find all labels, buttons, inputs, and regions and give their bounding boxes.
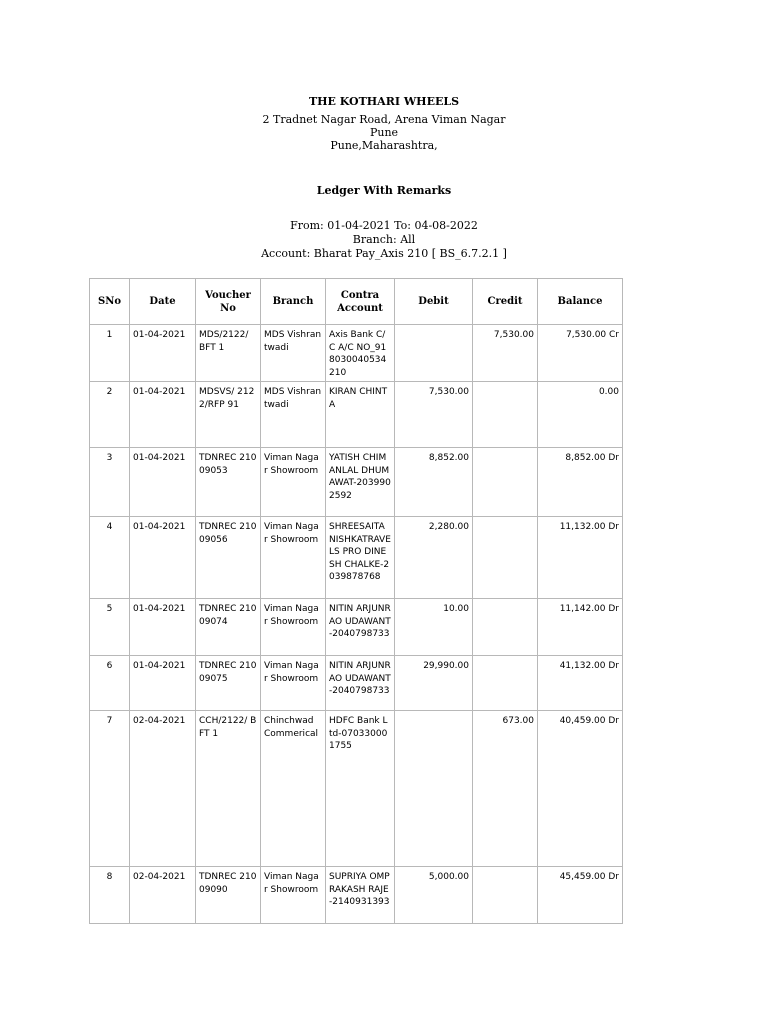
cell-branch: MDS Vishrantwadi <box>261 382 326 448</box>
cell-branch: MDS Vishrantwadi <box>261 325 326 382</box>
cell-debit <box>395 325 473 382</box>
cell-sno: 6 <box>90 656 130 711</box>
cell-debit <box>395 711 473 867</box>
report-account: Account: Bharat Pay_Axis 210 [ BS_6.7.2.1 ] <box>261 247 507 260</box>
cell-voucher-no: TDNREC 21009056 <box>196 517 261 599</box>
cell-date: 01-04-2021 <box>130 656 196 711</box>
cell-date: 02-04-2021 <box>130 867 196 924</box>
cell-credit <box>473 382 538 448</box>
cell-debit: 8,852.00 <box>395 448 473 517</box>
cell-balance: 8,852.00 Dr <box>538 448 623 517</box>
cell-sno: 5 <box>90 599 130 656</box>
cell-credit <box>473 448 538 517</box>
table-row <box>90 867 623 924</box>
cell-debit: 2,280.00 <box>395 517 473 599</box>
company-address <box>0 113 768 152</box>
cell-contra-account: SUPRIYA OMPRAKASH RAJE-2140931393 <box>326 867 395 924</box>
cell-date: 01-04-2021 <box>130 517 196 599</box>
cell-balance: 7,530.00 Cr <box>538 325 623 382</box>
cell-voucher-no: TDNREC 21009074 <box>196 599 261 656</box>
cell-credit <box>473 599 538 656</box>
column-header-sno: SNo <box>90 279 130 325</box>
cell-contra-account: NITIN ARJUNRAO UDAWANT-2040798733 <box>326 599 395 656</box>
ledger-table <box>89 278 623 924</box>
cell-branch: Viman Nagar Showroom <box>261 448 326 517</box>
cell-date: 01-04-2021 <box>130 599 196 656</box>
cell-credit <box>473 867 538 924</box>
cell-voucher-no: TDNREC 21009075 <box>196 656 261 711</box>
cell-sno: 4 <box>90 517 130 599</box>
cell-voucher-no: TDNREC 21009053 <box>196 448 261 517</box>
table-row <box>90 382 623 448</box>
report-title: Ledger With Remarks <box>316 184 452 197</box>
cell-debit: 29,990.00 <box>395 656 473 711</box>
column-header-contra-account: Contra Account <box>326 279 395 325</box>
cell-branch: Viman Nagar Showroom <box>261 517 326 599</box>
table-row <box>90 325 623 382</box>
cell-branch: Chinchwad Commerical <box>261 711 326 867</box>
cell-voucher-no: CCH/2122/ BFT 1 <box>196 711 261 867</box>
cell-date: 01-04-2021 <box>130 448 196 517</box>
table-row <box>90 711 623 867</box>
cell-branch: Viman Nagar Showroom <box>261 599 326 656</box>
column-header-credit: Credit <box>473 279 538 325</box>
cell-balance: 41,132.00 Dr <box>538 656 623 711</box>
column-header-branch: Branch <box>261 279 326 325</box>
column-header-voucher-no: Voucher No <box>196 279 261 325</box>
cell-contra-account: SHREESAITANISHKATRAVELS PRO DINESH CHALKE-2039878768 <box>326 517 395 599</box>
cell-balance: 0.00 <box>538 382 623 448</box>
cell-voucher-no: MDS/2122/ BFT 1 <box>196 325 261 382</box>
address-line: Pune <box>369 126 399 139</box>
table-row <box>90 656 623 711</box>
cell-balance: 11,132.00 Dr <box>538 517 623 599</box>
cell-contra-account: HDFC Bank Ltd-070330001755 <box>326 711 395 867</box>
report-meta <box>0 219 768 261</box>
table-row <box>90 517 623 599</box>
cell-branch: Viman Nagar Showroom <box>261 656 326 711</box>
cell-credit <box>473 517 538 599</box>
cell-date: 01-04-2021 <box>130 325 196 382</box>
column-header-balance: Balance <box>538 279 623 325</box>
company-name: THE KOTHARI WHEELS <box>308 95 460 108</box>
cell-contra-account: YATISH CHIMANLAL DHUMAWAT-2039902592 <box>326 448 395 517</box>
cell-balance: 11,142.00 Dr <box>538 599 623 656</box>
cell-contra-account: NITIN ARJUNRAO UDAWANT-2040798733 <box>326 656 395 711</box>
cell-balance: 45,459.00 Dr <box>538 867 623 924</box>
address-line: Pune,Maharashtra, <box>330 139 438 152</box>
cell-sno: 3 <box>90 448 130 517</box>
cell-credit: 7,530.00 <box>473 325 538 382</box>
cell-sno: 8 <box>90 867 130 924</box>
address-line: 2 Tradnet Nagar Road, Arena Viman Nagar <box>262 113 506 126</box>
cell-date: 02-04-2021 <box>130 711 196 867</box>
cell-debit: 7,530.00 <box>395 382 473 448</box>
table-row <box>90 448 623 517</box>
cell-credit: 673.00 <box>473 711 538 867</box>
cell-debit: 5,000.00 <box>395 867 473 924</box>
table-header-row <box>90 279 623 325</box>
cell-credit <box>473 656 538 711</box>
cell-sno: 1 <box>90 325 130 382</box>
cell-voucher-no: TDNREC 21009090 <box>196 867 261 924</box>
cell-date: 01-04-2021 <box>130 382 196 448</box>
cell-balance: 40,459.00 Dr <box>538 711 623 867</box>
cell-branch: Viman Nagar Showroom <box>261 867 326 924</box>
cell-sno: 7 <box>90 711 130 867</box>
cell-contra-account: KIRAN CHINTA <box>326 382 395 448</box>
report-period: From: 01-04-2021 To: 04-08-2022 <box>290 219 478 232</box>
table-row <box>90 599 623 656</box>
column-header-debit: Debit <box>395 279 473 325</box>
cell-contra-account: Axis Bank C/C A/C NO_918030040534210 <box>326 325 395 382</box>
cell-sno: 2 <box>90 382 130 448</box>
report-branch: Branch: All <box>352 233 416 246</box>
cell-debit: 10.00 <box>395 599 473 656</box>
cell-voucher-no: MDSVS/ 2122/RFP 91 <box>196 382 261 448</box>
column-header-date: Date <box>130 279 196 325</box>
